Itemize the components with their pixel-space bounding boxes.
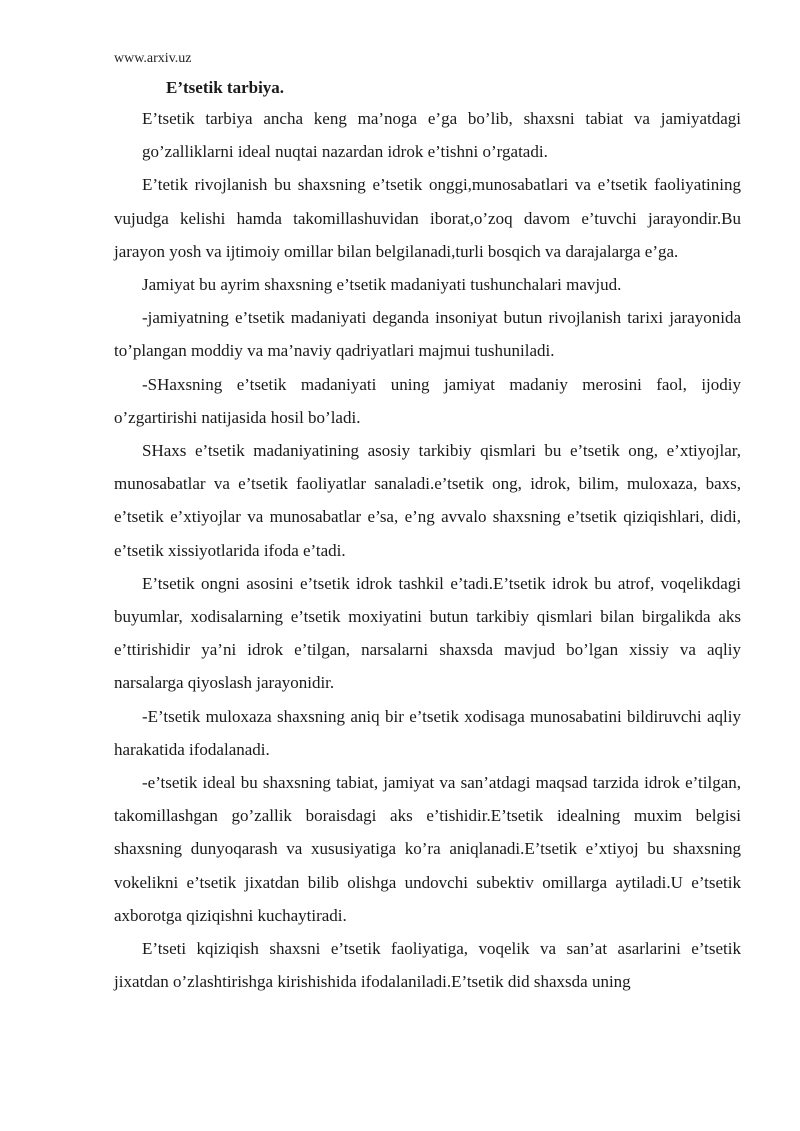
paragraph: E’tsetik ongni asosini e’tsetik idrok tashkil e’tadi.E’tsetik idrok bu atrof, voqelikdagi buyumlar, xodisalarning e’tsetik moxiyatini butun tarkibiy qismlari bilan birgalikda aks e’ttirishidir ya’ni idrok e’tilgan, narsalarni shaxsda mavjud bo’lgan xissiy va aqliy narsalarga qiyoslash jarayonidir. <box>114 573 741 693</box>
paragraph: -E’tsetik muloxaza shaxsning aniq bir e’tsetik xodisaga munosabatini bildiruvchi aqliy harakatida ifodalanadi. <box>114 706 741 759</box>
paragraph: SHaxs e’tsetik madaniyatining asosiy tarkibiy qismlari bu e’tsetik ong, e’xtiyojlar, munosabatlar va e’tsetik faoliyatlar sanaladi.e’tsetik ong, idrok, bilim, muloxaza, baxs, e’tsetik e’xtiyojlar va munosabatlar e’sa, e’ng avvalo shaxsning e’tsetik qiziqishlari, didi, e’tsetik xissiyotlarida ifoda e’tadi. <box>114 441 741 560</box>
section-title: E’tsetik tarbiya. <box>166 78 285 97</box>
source-url: www.arxiv.uz <box>114 51 192 66</box>
paragraph: E’tseti kqiziqish shaxsni e’tsetik faoliyatiga, voqelik va san’at asarlarini e’tsetik jixatdan o’zlashtirishga kirishishida ifodalaniladi.E’tsetik did shaxsda uning <box>114 939 741 992</box>
paragraph: -SHaxsning e’tsetik madaniyati uning jamiyat madaniy merosini faol, ijodiy o’zgartirishi natijasida hosil bo’ladi. <box>114 374 741 427</box>
paragraph: Jamiyat bu ayrim shaxsning e’tsetik madaniyati tushunchalari mavjud. <box>142 275 622 295</box>
paragraph: -e’tsetik ideal bu shaxsning tabiat, jamiyat va san’atdagi maqsad tarzida idrok e’tilgan, takomillashgan go’zallik boraisdagi aks e’tishidir.E’tsetik idealning muxim belgisi shaxsning dunyoqarash va xususiyatiga ko’ra aniqlanadi.E’tsetik e’xtiyoj bu shaxsning vokelikni e’tsetik jixatdan bilib olishga undovchi subektiv omillarga aytiladi.U e’tsetik axborotga qiziqishni kuchaytiradi. <box>114 773 741 925</box>
paragraph: E’tsetik tarbiya ancha keng ma’noga e’ga bo’lib, shaxsni tabiat va jamiyatdagi go’zalliklarni ideal nuqtai nazardan idrok e’tishni o’rgatadi. <box>142 109 741 162</box>
paragraph: E’tetik rivojlanish bu shaxsning e’tsetik onggi,munosabatlari va e’tsetik faoliyatining vujudga kelishi hamda takomillashuvidan iborat,o’zoq davom e’tuvchi jarayondir.Bu jarayon yosh va ijtimoiy omillar bilan belgilanadi,turli bosqich va darajalarga e’ga. <box>114 175 741 261</box>
paragraph: -jamiyatning e’tsetik madaniyati deganda insoniyat butun rivojlanish tarixi jarayonida to’plangan moddiy va ma’naviy qadriyatlari majmui tushuniladi. <box>114 308 741 361</box>
body-text <box>114 102 741 998</box>
